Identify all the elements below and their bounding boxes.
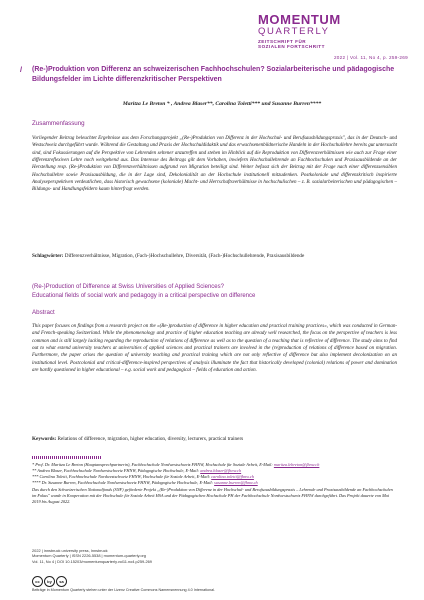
publication-line-2: Momentum Quarterly | ISSN 2226-5538 | momentum-quarterly.org [32,553,146,559]
sa-icon: sa [56,576,67,587]
logo-subtitle-1: ZEITSCHRIFT FÜR [258,38,307,44]
title-marker: / [20,65,23,74]
schlagwoerter-label: Schlagwörter: [32,253,64,259]
footnote-2: ** Andrea Blaser, Fachhochschule Nordwestschweiz FHNW, Pädagogische Hochschule, E-Mail: andrea.blaser@fhnw.ch [32,468,242,474]
schlagwoerter [32,253,397,260]
article-title: (Re-)Produktion von Differenz an schweizerischen Fachhochschulen? Sozialarbeiterische und pädagogische Bildungsfelder im Lichte differenzkritischer Perspektiven [32,66,395,83]
footnote-3-email[interactable]: carolina.toletti@fhnw.ch [211,474,254,480]
abstract-heading: Abstract [32,309,55,316]
english-title-line2: Educational fields of social work and pedagogy in a critical perspective on difference [32,292,256,299]
cc-icon: cc [32,576,43,587]
publication-info [32,548,232,564]
by-icon: by [44,576,55,587]
schlagwoerter-text: Differenzverhältnisse, Migration, (Fach-)Hochschullehre, Diversität, (Fach-)Hochschullehrende, Praxisausbildende [64,253,305,259]
cc-license-badge [32,576,67,587]
footnote-5: Das durch den Schweizerischen Nationalfonds (SNF) geförderte Projekt „(Re-)Produktion von Differenz in der Hochschul- und Berufsausbildungspraxis – Lehrende und Praxisausbildende an Fachhochschulen im Fokus" wurde in Kooperation mit der Hochschule für Soziale Arbeit HSA und der Pädagogischen Hochschule PH der Fachhochschule Nordwestschweiz FHNW durchgeführt. Das Projekt dauerte von Mai 2019 bis August 2022. [32,486,393,504]
english-title [32,283,397,300]
article-title-block [20,65,400,85]
abstract-text: This paper focuses on findings from a research project on the «(Re-)production of difference in higher education and practical training practices», which was conducted in German- and French-speaking Switzerland. While the phenomenology and practice of higher education teaching are already well researched, the focus on the perspective of teachers is less common and is still largely lacking regarding the reproduction of relations of difference as well as to the question of a teaching that is reflective of difference. The study aims to find out to what extend university teachers at universities of applied sciences and practical trainers are involved in the (re)production of relations of difference based on migration. Furthermore, the paper arises the question of university teaching and practical training which are not only reflective of difference but also implement decolonization on an institutional level. Postcolonial and critical-difference-inspired perspectives of analysis illuminate the fact that historically developed (colonial) relations of power and domination are hardly questioned in higher educational – e.g. social work and pedagogical – fields of education and action. [32,324,397,374]
keywords-text: Relations of difference, migration, higher education, diversity, lecturers, practical trainers [57,436,244,442]
footnote-3: *** Carolina Toletti, Fachhochschule Nordwestschweiz FHNW, Hochschule für Soziale Arbeit, E-Mail: carolina.toletti@fhnw.ch [32,474,254,480]
footnote-4-email[interactable]: susanne.burren@fhnw.ch [214,480,258,486]
logo-quarterly: QUARTERLY [258,26,330,37]
journal-masthead [258,13,408,50]
footnote-2-email[interactable]: andrea.blaser@fhnw.ch [200,468,242,474]
logo-subtitle-2: SOZIALEN FORTSCHRITT [258,44,325,50]
publication-line-1: 2022 | innsbruck university press, Innsbruck [32,548,108,553]
english-title-line1: (Re-)Production of Difference at Swiss Universities of Applied Sciences? [32,284,224,290]
footnote-1-email[interactable]: maritza.lebreton@fhnw.ch [273,462,320,467]
logo-momentum: MOMENTUM [258,12,341,27]
issue-info: 2022 | Vol. 11, No 4, p. 259-269 [333,55,408,60]
keywords-label: Keywords: [32,436,57,442]
zusammenfassung-text: Vorliegender Beitrag beleuchtet Ergebnisse aus dem Forschungsprojekt „(Re-)Produktion von Differenz in der Hochschul- und Berufsausbildungspraxis", das in der Deutsch- und Westschweiz durchgeführt wurde. Während die Gestaltung und Praxis der Hochschuldidaktik und das erwachsenenbildnerische Handeln in der Hochschullehre bereits gut untersucht sind, sind Fokussierungen auf die Perspektive von Lehrenden seltener anzutreffen und stehen im Hinblick auf die Reproduktion von Differenzverhältnissen wie auch zur Frage einer differenzreflexiven Lehre noch weitgehend aus. Das Interesse des Beitrags gilt dem Vorhaben, inwiefern Hochschullehrende an Fachhochschulen und Praxisausbildende an der Herstellung resp. (Re-)Produktion von Differenzverhältnissen aufgrund von Migration beteiligt sind. Weiter befasst sich der Beitrag mit der Frage nach einer differenzsensiblen Hochschullehre sowie Praxisausbildung, die in der Lage sind, Dekolonialität an der Hochschule institutionell mitzudenken. Postkoloniale und differenzkritisch inspirierte Analyseperspektiven verdeutlichen, dass historisch gewachsene (koloniale) Macht- und Herrschaftsverhältnisse in hochschulischen – z. B. sozialarbeiterischen und pädagogischen – Bildungs- und Handlungsfeldern kaum hinterfragt werden. [32,136,397,193]
zusammenfassung-heading: Zusammenfassung [32,120,85,127]
footnotes [32,462,397,505]
keywords [32,436,397,443]
publication-line-3: Vol. 11, No 4 | DOI 10.15203/momentumquarterly.vol11.no4.p259-269 [32,558,152,564]
article-authors: Maritza Le Breton * , Andrea Blaser**, Carolina Toletti*** und Susanne Burren**** [122,101,322,107]
footnote-4: **** Dr. Susanne Burren, Fachhochschule Nordwestschweiz FHNW, Pädagogische Hochschule, E-Mail: susanne.burren@fhnw.ch [32,480,258,486]
license-text: Beiträge in Momentum Quarterly stehen unter der Lizenz Creative Commons Namensnennung 4.0 International. [32,588,216,592]
footnote-divider [32,456,102,459]
footnote-1: * Prof. Dr. Maritza Le Breton (Hauptansprechpartnerin), Fachhochschule Nordwestschweiz FHNW, Hochschule für Soziale Arbeit, E-Mail: maritza.lebreton@fhnw.ch [32,462,320,467]
